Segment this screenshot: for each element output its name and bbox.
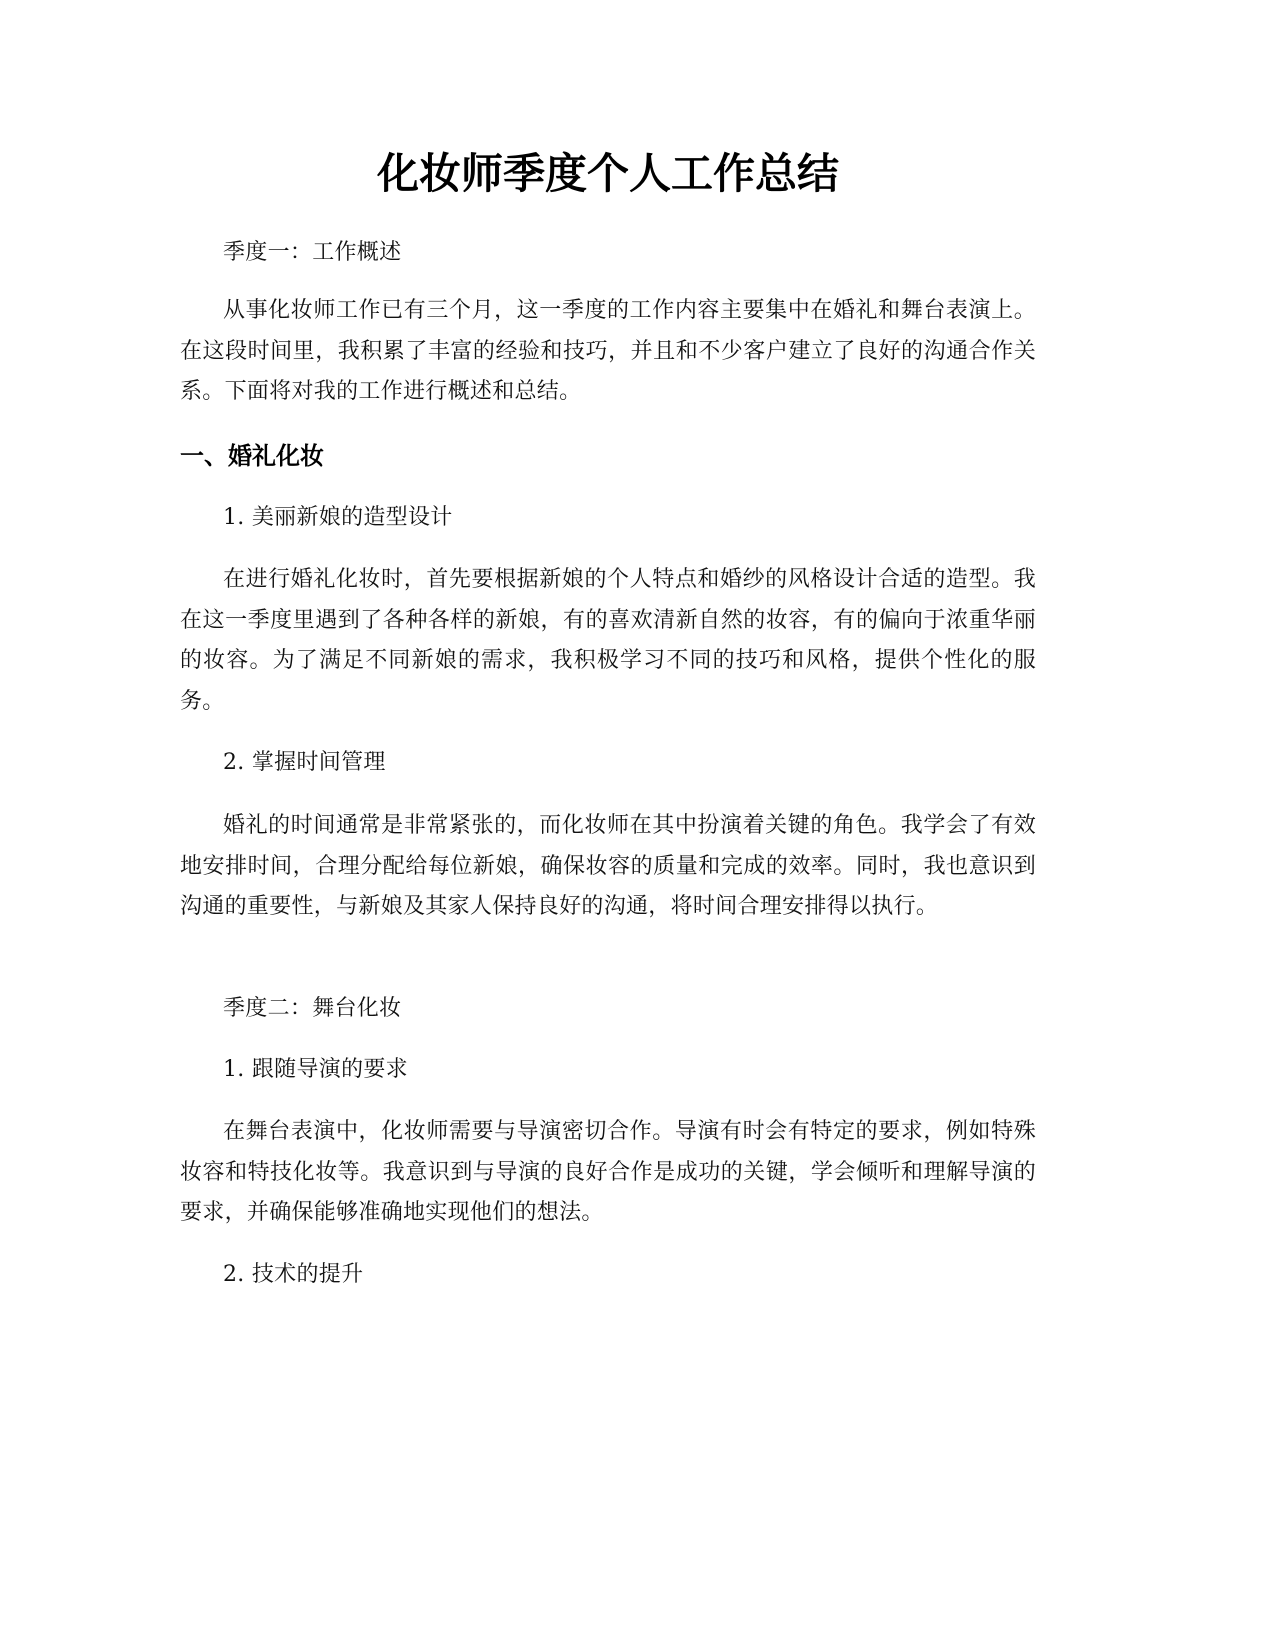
- quarter-one-heading: 季度一：工作概述: [223, 240, 402, 265]
- quarter-two-heading: 季度二：舞台化妆: [223, 996, 402, 1021]
- item-follow-director: 1. 跟随导演的要求: [223, 1057, 408, 1082]
- item-bride-styling: 1. 美丽新娘的造型设计: [223, 505, 453, 530]
- item-technique-improvement: 2. 技术的提升: [223, 1262, 364, 1287]
- item-time-management: 2. 掌握时间管理: [223, 750, 386, 775]
- document-title: 化妆师季度个人工作总结: [376, 149, 839, 198]
- paragraph-follow-director: 在舞台表演中，化妆师需要与导演密切合作。导演有时会有特定的要求，例如特殊妆容和特技化妆等。我意识到与导演的良好合作是成功的关键，学会倾听和理解导演的要求，并确保能够准确地实现他们的想法。: [180, 1119, 1036, 1225]
- paragraph-bride-styling: 在进行婚礼化妆时，首先要根据新娘的个人特点和婚纱的风格设计合适的造型。我在这一季度里遇到了各种各样的新娘，有的喜欢清新自然的妆容，有的偏向于浓重华丽的妆容。为了满足不同新娘的需求，我积极学习不同的技巧和风格，提供个性化的服务。: [180, 567, 1036, 714]
- intro-paragraph: 从事化妆师工作已有三个月，这一季度的工作内容主要集中在婚礼和舞台表演上。在这段时间里，我积累了丰富的经验和技巧，并且和不少客户建立了良好的沟通合作关系。下面将对我的工作进行概述和总结。: [180, 298, 1036, 404]
- paragraph-time-management: 婚礼的时间通常是非常紧张的，而化妆师在其中扮演着关键的角色。我学会了有效地安排时间，合理分配给每位新娘，确保妆容的质量和完成的效率。同时，我也意识到沟通的重要性，与新娘及其家人保持良好的沟通，将时间合理安排得以执行。: [180, 813, 1036, 919]
- section-heading-wedding-makeup: 一、婚礼化妆: [180, 442, 324, 470]
